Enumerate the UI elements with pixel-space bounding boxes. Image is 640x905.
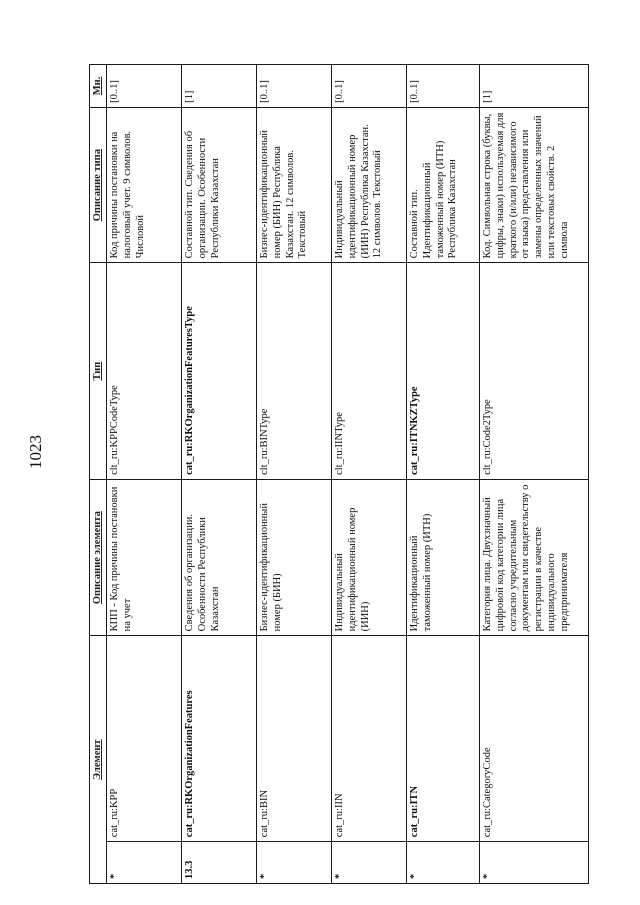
type-description: Составной тип. Идентификационный таможенный номер (ИТН) Республика Казахстан — [407, 107, 480, 262]
element-type: clt_ru:BINType — [257, 263, 332, 480]
element-name: cat_ru:RKOrganizationFeatures — [182, 636, 257, 842]
header-type-description: Описание типа — [90, 107, 107, 262]
type-description: Индивидуальный идентификационный номер (ИИН) Республика Казахстан. 12 символов. Текстовый — [332, 107, 407, 262]
element-name: cat_ru:BIN — [257, 636, 332, 842]
element-name: cat_ru:ITN — [407, 636, 480, 842]
element-description: Идентификационный таможенный номер (ИТН) — [407, 479, 480, 636]
schema-table — [89, 64, 589, 884]
row-number — [257, 842, 332, 884]
element-description: Индивидуальный идентификационный номер (ИИН) — [332, 479, 407, 636]
table-row — [257, 65, 332, 884]
element-type: cat_ru:ITNKZType — [407, 263, 480, 480]
element-type: clt_ru:Code2Type — [480, 263, 589, 480]
type-description: Составной тип. Сведения об организации. Особенности Республики Казахстан — [182, 107, 257, 262]
table-row — [480, 65, 589, 884]
multiplicity: [0..1] — [107, 65, 182, 108]
type-description: Код. Символьная строка (буквы, цифры, знаки) используемая для краткого (и/или) независимого от языка) представления или замены определенных значений или текстовых свойств. 2 символа — [480, 107, 589, 262]
table-row — [182, 65, 257, 884]
header-element-description: Описание элемента — [90, 479, 107, 636]
element-description: Сведения об организации. Особенности Республики Казахстан — [182, 479, 257, 636]
element-type: cat_ru:RKOrganizationFeaturesType — [182, 263, 257, 480]
row-marker: * — [259, 873, 270, 879]
element-name: cat_ru:CategoryCode — [480, 636, 589, 842]
type-description: Код причины постановки на налоговый учет. 9 символов. Числовой — [107, 107, 182, 262]
table-row — [407, 65, 480, 884]
rotated-table-frame — [89, 64, 619, 884]
element-name: cat_ru:IIN — [332, 636, 407, 842]
element-description: Бизнес-идентификационный номер (БИН) — [257, 479, 332, 636]
table-header — [90, 65, 107, 884]
type-description: Бизнес-идентификационный номер (БИН) Республика Казахстан. 12 символов. Текстовый — [257, 107, 332, 262]
row-marker: * — [334, 873, 345, 879]
row-number — [107, 842, 182, 884]
multiplicity: [0..1] — [257, 65, 332, 108]
row-number — [407, 842, 480, 884]
row-marker: * — [482, 873, 493, 879]
element-type: clt_ru:IINType — [332, 263, 407, 480]
header-multiplicity: Мн. — [90, 65, 107, 108]
row-marker: * — [109, 873, 120, 879]
multiplicity: [1] — [182, 65, 257, 108]
multiplicity: [0..1] — [407, 65, 480, 108]
element-name: cat_ru:KPP — [107, 636, 182, 842]
row-number — [332, 842, 407, 884]
multiplicity: [0..1] — [332, 65, 407, 108]
header-type: Тип — [90, 263, 107, 480]
page-number: 1023 — [26, 435, 45, 469]
multiplicity: [1] — [480, 65, 589, 108]
row-number — [480, 842, 589, 884]
element-type: clt_ru:KPPCodeType — [107, 263, 182, 480]
table-row — [107, 65, 182, 884]
table-row — [332, 65, 407, 884]
row-number: 13.3 — [182, 842, 257, 884]
row-marker: * — [409, 873, 420, 879]
element-description: КПП - Код причины постановки на учет — [107, 479, 182, 636]
header-element: Элемент — [90, 636, 107, 884]
element-description: Категория лица. Двухзначный цифровой код категории лица согласно учредительным документам или свидетельству о регистрации в качестве индивидуального предпринимателя — [480, 479, 589, 636]
